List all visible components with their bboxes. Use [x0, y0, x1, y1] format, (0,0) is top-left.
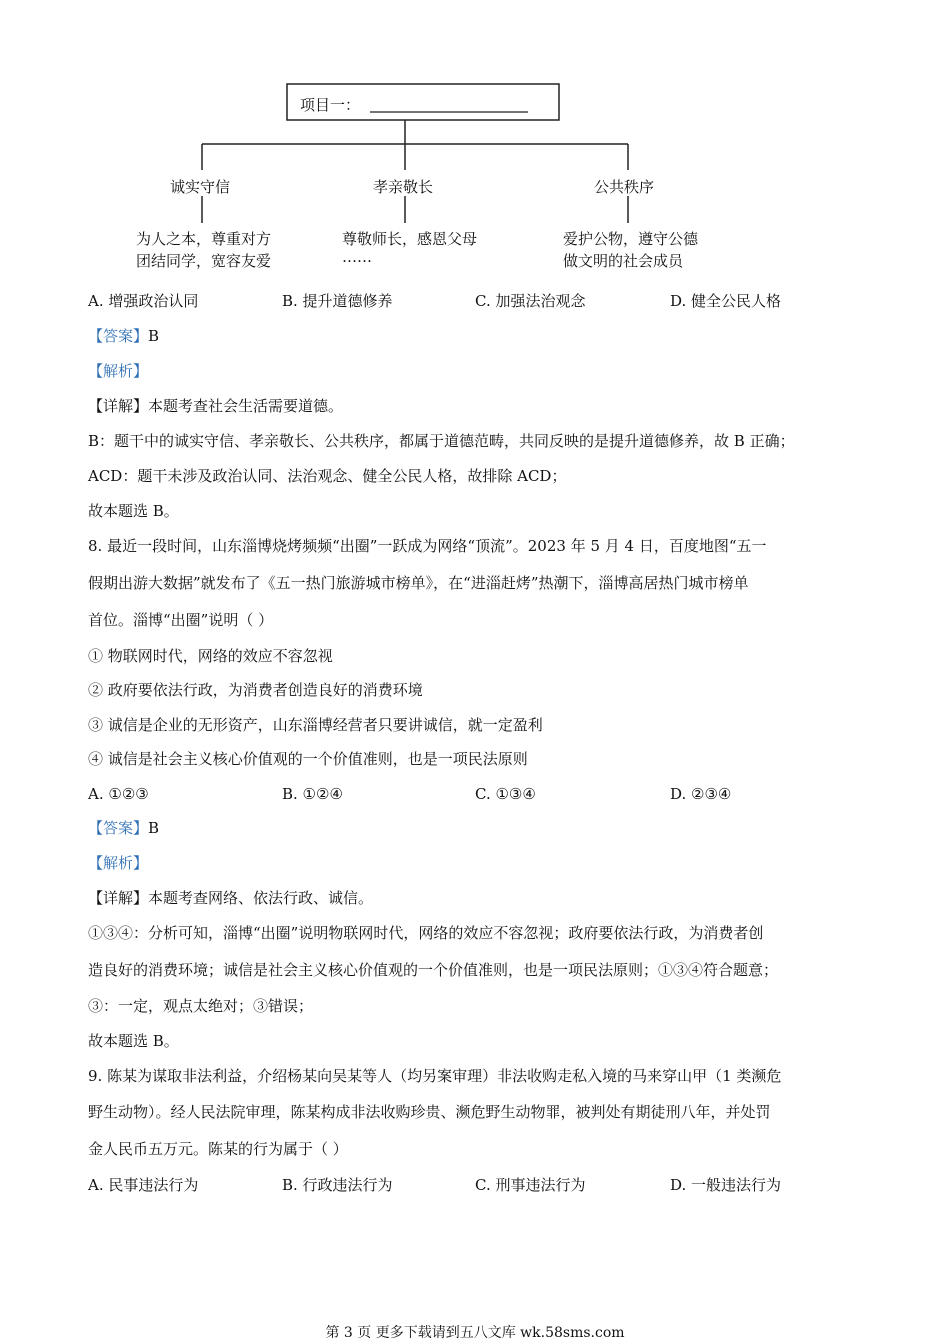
q7-explanation-line: B：题干中的诚实守信、孝亲敬长、公共秩序，都属于道德范畴，共同反映的是提升道德修养，故 B 正确；: [88, 432, 795, 450]
page-footer: 第 3 页 更多下载请到五八文库 wk.58sms.com: [325, 1325, 625, 1341]
answer-tag: 【答案】: [88, 327, 149, 345]
q9-stem-line: 金人民币五万元。陈某的行为属于（ ）: [88, 1140, 348, 1158]
q8-explanation-line: ①③④：分析可知，淄博“出圈”说明物联网时代，网络的效应不容忽视；政府要依法行政，为消费者创: [88, 924, 764, 942]
q7-option-d: D. 健全公民人格: [670, 292, 782, 310]
diagram-root-label: 项目一：: [300, 96, 361, 114]
detail-text: 本题考查网络、依法行政、诚信。: [148, 889, 374, 907]
q7-detail: [88, 396, 343, 416]
q7-option-b: B. 提升道德修养: [282, 292, 393, 310]
q9-option-a: A. 民事违法行为: [88, 1176, 199, 1194]
branch-title-2: 孝亲敬长: [373, 178, 434, 196]
branch-3-line-1: 爱护公物，遵守公德: [563, 230, 699, 248]
q8-explanation-line: 造良好的消费环境；诚信是社会主义核心价值观的一个价值准则，也是一项民法原则；①③④符合题意；: [88, 961, 779, 979]
analysis-tag: 【解析】: [88, 854, 149, 872]
answer-tag: 【答案】: [88, 819, 149, 837]
q9-option-b: B. 行政违法行为: [282, 1176, 393, 1194]
branch-2-line-1: 尊敬师长，感恩父母: [342, 230, 478, 248]
q8-option-c: C. ①③④: [475, 785, 536, 803]
detail-tag: 【详解】: [88, 889, 149, 907]
branch-1-line-2: 团结同学，宽容友爱: [136, 252, 272, 270]
q7-answer: [88, 326, 159, 346]
q8-option-d: D. ②③④: [670, 785, 732, 803]
concept-diagram: [130, 78, 750, 278]
q7-explanation-line: ACD：题干未涉及政治认同、法治观念、健全公民人格，故排除 ACD；: [88, 467, 567, 485]
q9-option-c: C. 刑事违法行为: [475, 1176, 586, 1194]
q8-item-3: ③ 诚信是企业的无形资产，山东淄博经营者只要讲诚信，就一定盈利: [88, 716, 543, 734]
q9-stem-line: 9. 陈某为谋取非法利益，介绍杨某向吴某等人（均另案审理）非法收购走私入境的马来穿山甲（1 类濒危: [88, 1067, 782, 1085]
q8-analysis: [88, 853, 148, 873]
q8-explanation-line: ③：一定，观点太绝对；③错误；: [88, 997, 314, 1015]
q7-option-c: C. 加强法治观念: [475, 292, 586, 310]
q8-item-2: ② 政府要依法行政，为消费者创造良好的消费环境: [88, 681, 423, 699]
q9-stem-line: 野生动物）。经人民法院审理，陈某构成非法收购珍贵、濒危野生动物罪，被判处有期徒刑八年，并处罚: [88, 1103, 771, 1121]
q8-stem-line: 8. 最近一段时间，山东淄博烧烤频频“出圈”一跃成为网络“顶流”。2023 年 5 月 4 日，百度地图“五一: [88, 537, 767, 555]
q7-conclusion: 故本题选 B。: [88, 502, 179, 520]
answer-value: B: [148, 819, 160, 837]
analysis-tag: 【解析】: [88, 362, 149, 380]
q8-answer: [88, 818, 159, 838]
q8-detail: [88, 888, 373, 908]
q8-option-b: B. ①②④: [282, 785, 343, 803]
branch-2-line-2: ……: [342, 248, 372, 266]
q8-stem-line: 首位。淄博“出圈”说明（ ）: [88, 611, 274, 629]
q8-conclusion: 故本题选 B。: [88, 1032, 179, 1050]
q7-option-a: A. 增强政治认同: [88, 292, 199, 310]
q8-stem-line: 假期出游大数据”就发布了《五一热门旅游城市榜单》，在“进淄赶烤”热潮下，淄博高居热门城市榜单: [88, 574, 749, 592]
q7-analysis: [88, 361, 148, 381]
branch-title-3: 公共秩序: [594, 178, 655, 196]
q8-item-4: ④ 诚信是社会主义核心价值观的一个价值准则，也是一项民法原则: [88, 750, 528, 768]
q9-option-d: D. 一般违法行为: [670, 1176, 782, 1194]
detail-text: 本题考查社会生活需要道德。: [148, 397, 344, 415]
q8-item-1: ① 物联网时代，网络的效应不容忽视: [88, 647, 333, 665]
branch-title-1: 诚实守信: [170, 178, 231, 196]
branch-3-line-2: 做文明的社会成员: [563, 252, 684, 270]
branch-1-line-1: 为人之本，尊重对方: [136, 230, 272, 248]
answer-value: B: [148, 327, 160, 345]
detail-tag: 【详解】: [88, 397, 149, 415]
q8-option-a: A. ①②③: [88, 785, 149, 803]
